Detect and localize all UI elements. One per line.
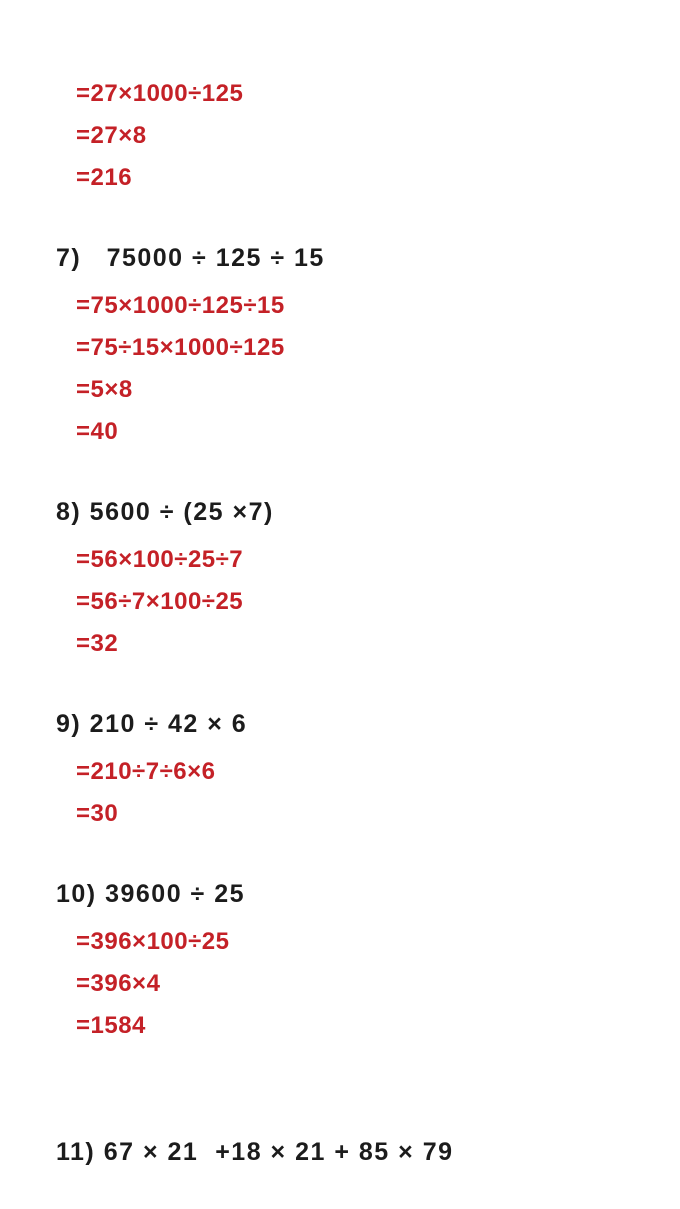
solution-step: =1584: [76, 1012, 146, 1039]
solution-step: =396×4: [76, 970, 161, 997]
solution-step: =5×8: [76, 376, 133, 403]
problem-statement: 8) 5600 ÷ (25 ×7): [56, 498, 274, 526]
problem-statement: 11) 67 × 21 +18 × 21 + 85 × 79: [56, 1138, 454, 1166]
solution-step: =27×8: [76, 122, 147, 149]
problem-block-8: [56, 491, 670, 665]
solution-step: =210÷7÷6×6: [76, 758, 216, 785]
solution-step: =56×100÷25÷7: [76, 546, 244, 573]
problem-block-9: [56, 703, 670, 835]
solution-step: =396×100÷25: [76, 928, 230, 955]
solution-step: =30: [76, 800, 119, 827]
problem-block-7: [56, 237, 670, 453]
problem-statement: 10) 39600 ÷ 25: [56, 880, 246, 908]
solution-step: =27×1000÷125: [76, 80, 244, 107]
solution-step: =56÷7×100÷25: [76, 588, 244, 615]
problem-block-6-continuation: [56, 73, 670, 199]
solution-step: =75÷15×1000÷125: [76, 334, 285, 361]
problem-block-11: [56, 1131, 670, 1173]
solution-step: =32: [76, 630, 119, 657]
solution-step: =40: [76, 418, 119, 445]
problem-block-10: [56, 873, 670, 1047]
problem-statement: 7) 75000 ÷ 125 ÷ 15: [56, 244, 325, 272]
solution-step: =75×1000÷125÷15: [76, 292, 285, 319]
solution-step: =216: [76, 164, 133, 191]
problem-statement: 9) 210 ÷ 42 × 6: [56, 710, 248, 738]
